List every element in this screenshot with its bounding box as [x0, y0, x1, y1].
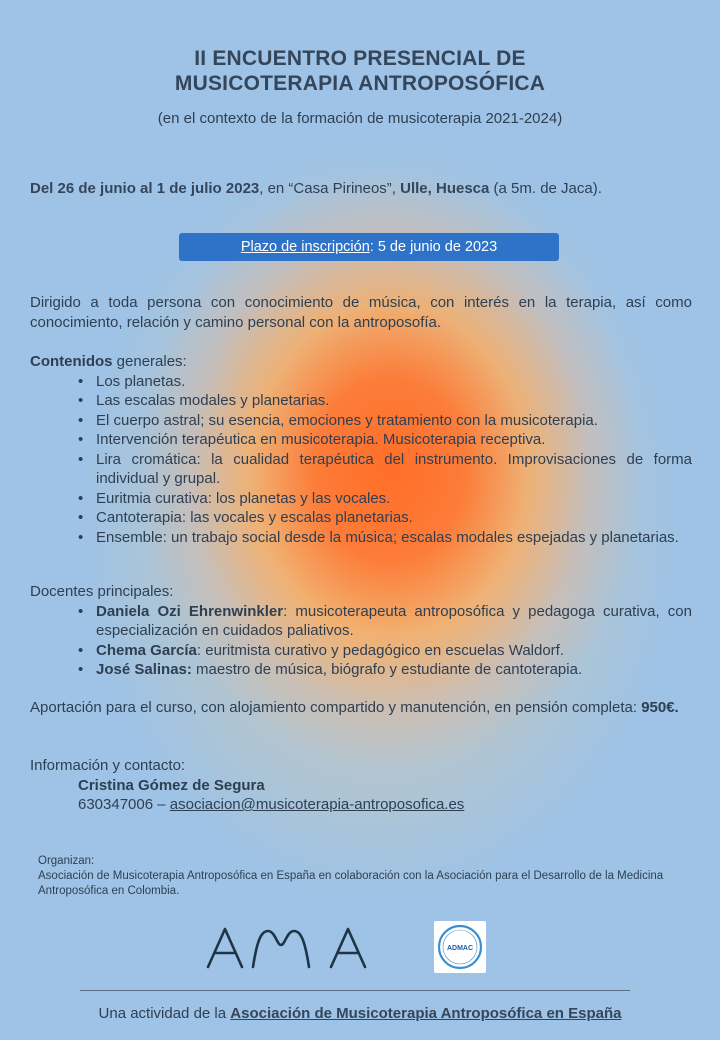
teacher-name: José Salinas:: [96, 661, 192, 678]
teacher-name: Daniela Ozi Ehrenwinkler: [96, 602, 284, 620]
contact-heading: Información y contacto:: [30, 757, 186, 774]
organizers-text: Asociación de Musicoterapia Antroposófica en España en colaboración con la Asociación para el Desarrollo de la Medicina Antroposófica en Colombia.: [38, 870, 664, 897]
contact-name-row: [78, 776, 692, 796]
teacher-item: [78, 641, 692, 661]
venue-place: Ulle, Huesca: [400, 180, 490, 197]
footer: [0, 1005, 720, 1022]
contents-heading-bold: Contenidos: [30, 353, 113, 370]
teachers-list: [78, 602, 692, 680]
contents-section: [30, 352, 692, 547]
contact-name: Cristina Gómez de Segura: [78, 776, 265, 794]
ama-logo-icon: [205, 925, 370, 970]
contents-heading: [30, 352, 692, 372]
venue-note: (a 5m. de Jaca).: [489, 180, 602, 197]
admac-seal-text: ADMAC: [446, 945, 474, 952]
deadline-label: Plazo de inscripción: [240, 239, 370, 255]
title-line-2: MUSICOTERAPIA ANTROPOSÓFICA: [174, 72, 546, 95]
teacher-item: [78, 660, 692, 680]
admac-seal-icon: [434, 921, 486, 973]
list-item: • Lira cromática: la cualidad terapéutica del instrumento. Improvisaciones de forma individual y grupal.: [78, 450, 692, 489]
footer-divider: [80, 990, 630, 991]
organizers-block: [38, 854, 683, 899]
footer-link[interactable]: Asociación de Musicoterapia Antroposófica en España: [230, 1005, 622, 1022]
contents-heading-rest: generales:: [112, 353, 187, 370]
list-item: • Los planetas.: [78, 372, 692, 392]
contact-details: [78, 795, 692, 815]
deadline-value: : 5 de junio de 2023: [369, 239, 498, 255]
teacher-name: Chema García: [96, 641, 197, 659]
title-line-1: II ENCUENTRO PRESENCIAL DE: [194, 47, 526, 70]
contents-list: [78, 372, 692, 548]
list-item: • Cantoterapia: las vocales y escalas planetarias.: [78, 508, 692, 528]
teacher-desc: : musicoterapeuta antroposófica y pedagoga curativa, con especialización en cuidados paliativos.: [96, 602, 692, 639]
teacher-item: [78, 602, 692, 641]
list-item: • Euritmia curativa: los planetas y las vocales.: [78, 489, 692, 509]
price-amount: 950€.: [641, 699, 679, 716]
admac-logo-icon: [434, 921, 486, 973]
page-title: [0, 46, 720, 96]
event-dates: [30, 180, 700, 197]
list-item: • Ensemble: un trabajo social desde la música; escalas modales espejadas y planetarias.: [78, 528, 692, 548]
footer-text: Una actividad de la: [98, 1005, 231, 1022]
teachers-section: [30, 582, 692, 680]
teacher-desc: : euritmista curativo y pedagógico en escuelas Waldorf.: [196, 641, 565, 659]
list-item: • Las escalas modales y planetarias.: [78, 391, 692, 411]
contact-section: [30, 756, 692, 815]
date-range: Del 26 de junio al 1 de julio 2023: [30, 180, 260, 197]
registration-deadline-box: [179, 233, 559, 261]
price-paragraph: [30, 698, 692, 718]
audience-paragraph: Dirigido a toda persona con conocimiento de música, con interés en la terapia, así como conocimiento, relación y camino personal con la antroposofía.: [30, 294, 692, 331]
list-item: • Intervención terapéutica en musicoterapia. Musicoterapia receptiva.: [78, 430, 692, 450]
price-text: Aportación para el curso, con alojamiento compartido y manutención, en pensión completa:: [30, 699, 642, 716]
page-subtitle: (en el contexto de la formación de musicoterapia 2021-2024): [157, 110, 563, 127]
contact-email-link[interactable]: asociacion@musicoterapia-antroposofica.es: [169, 796, 465, 813]
organizers-heading: Organizan:: [38, 855, 95, 867]
list-item: • El cuerpo astral; su esencia, emociones y tratamiento con la musicoterapia.: [78, 411, 692, 431]
teacher-desc: maestro de música, biógrafo y estudiante de cantoterapia.: [191, 661, 583, 678]
teachers-heading: Docentes principales:: [30, 583, 174, 600]
contact-phone: 630347006 –: [78, 796, 170, 813]
venue-text: , en “Casa Pirineos”,: [259, 180, 401, 197]
